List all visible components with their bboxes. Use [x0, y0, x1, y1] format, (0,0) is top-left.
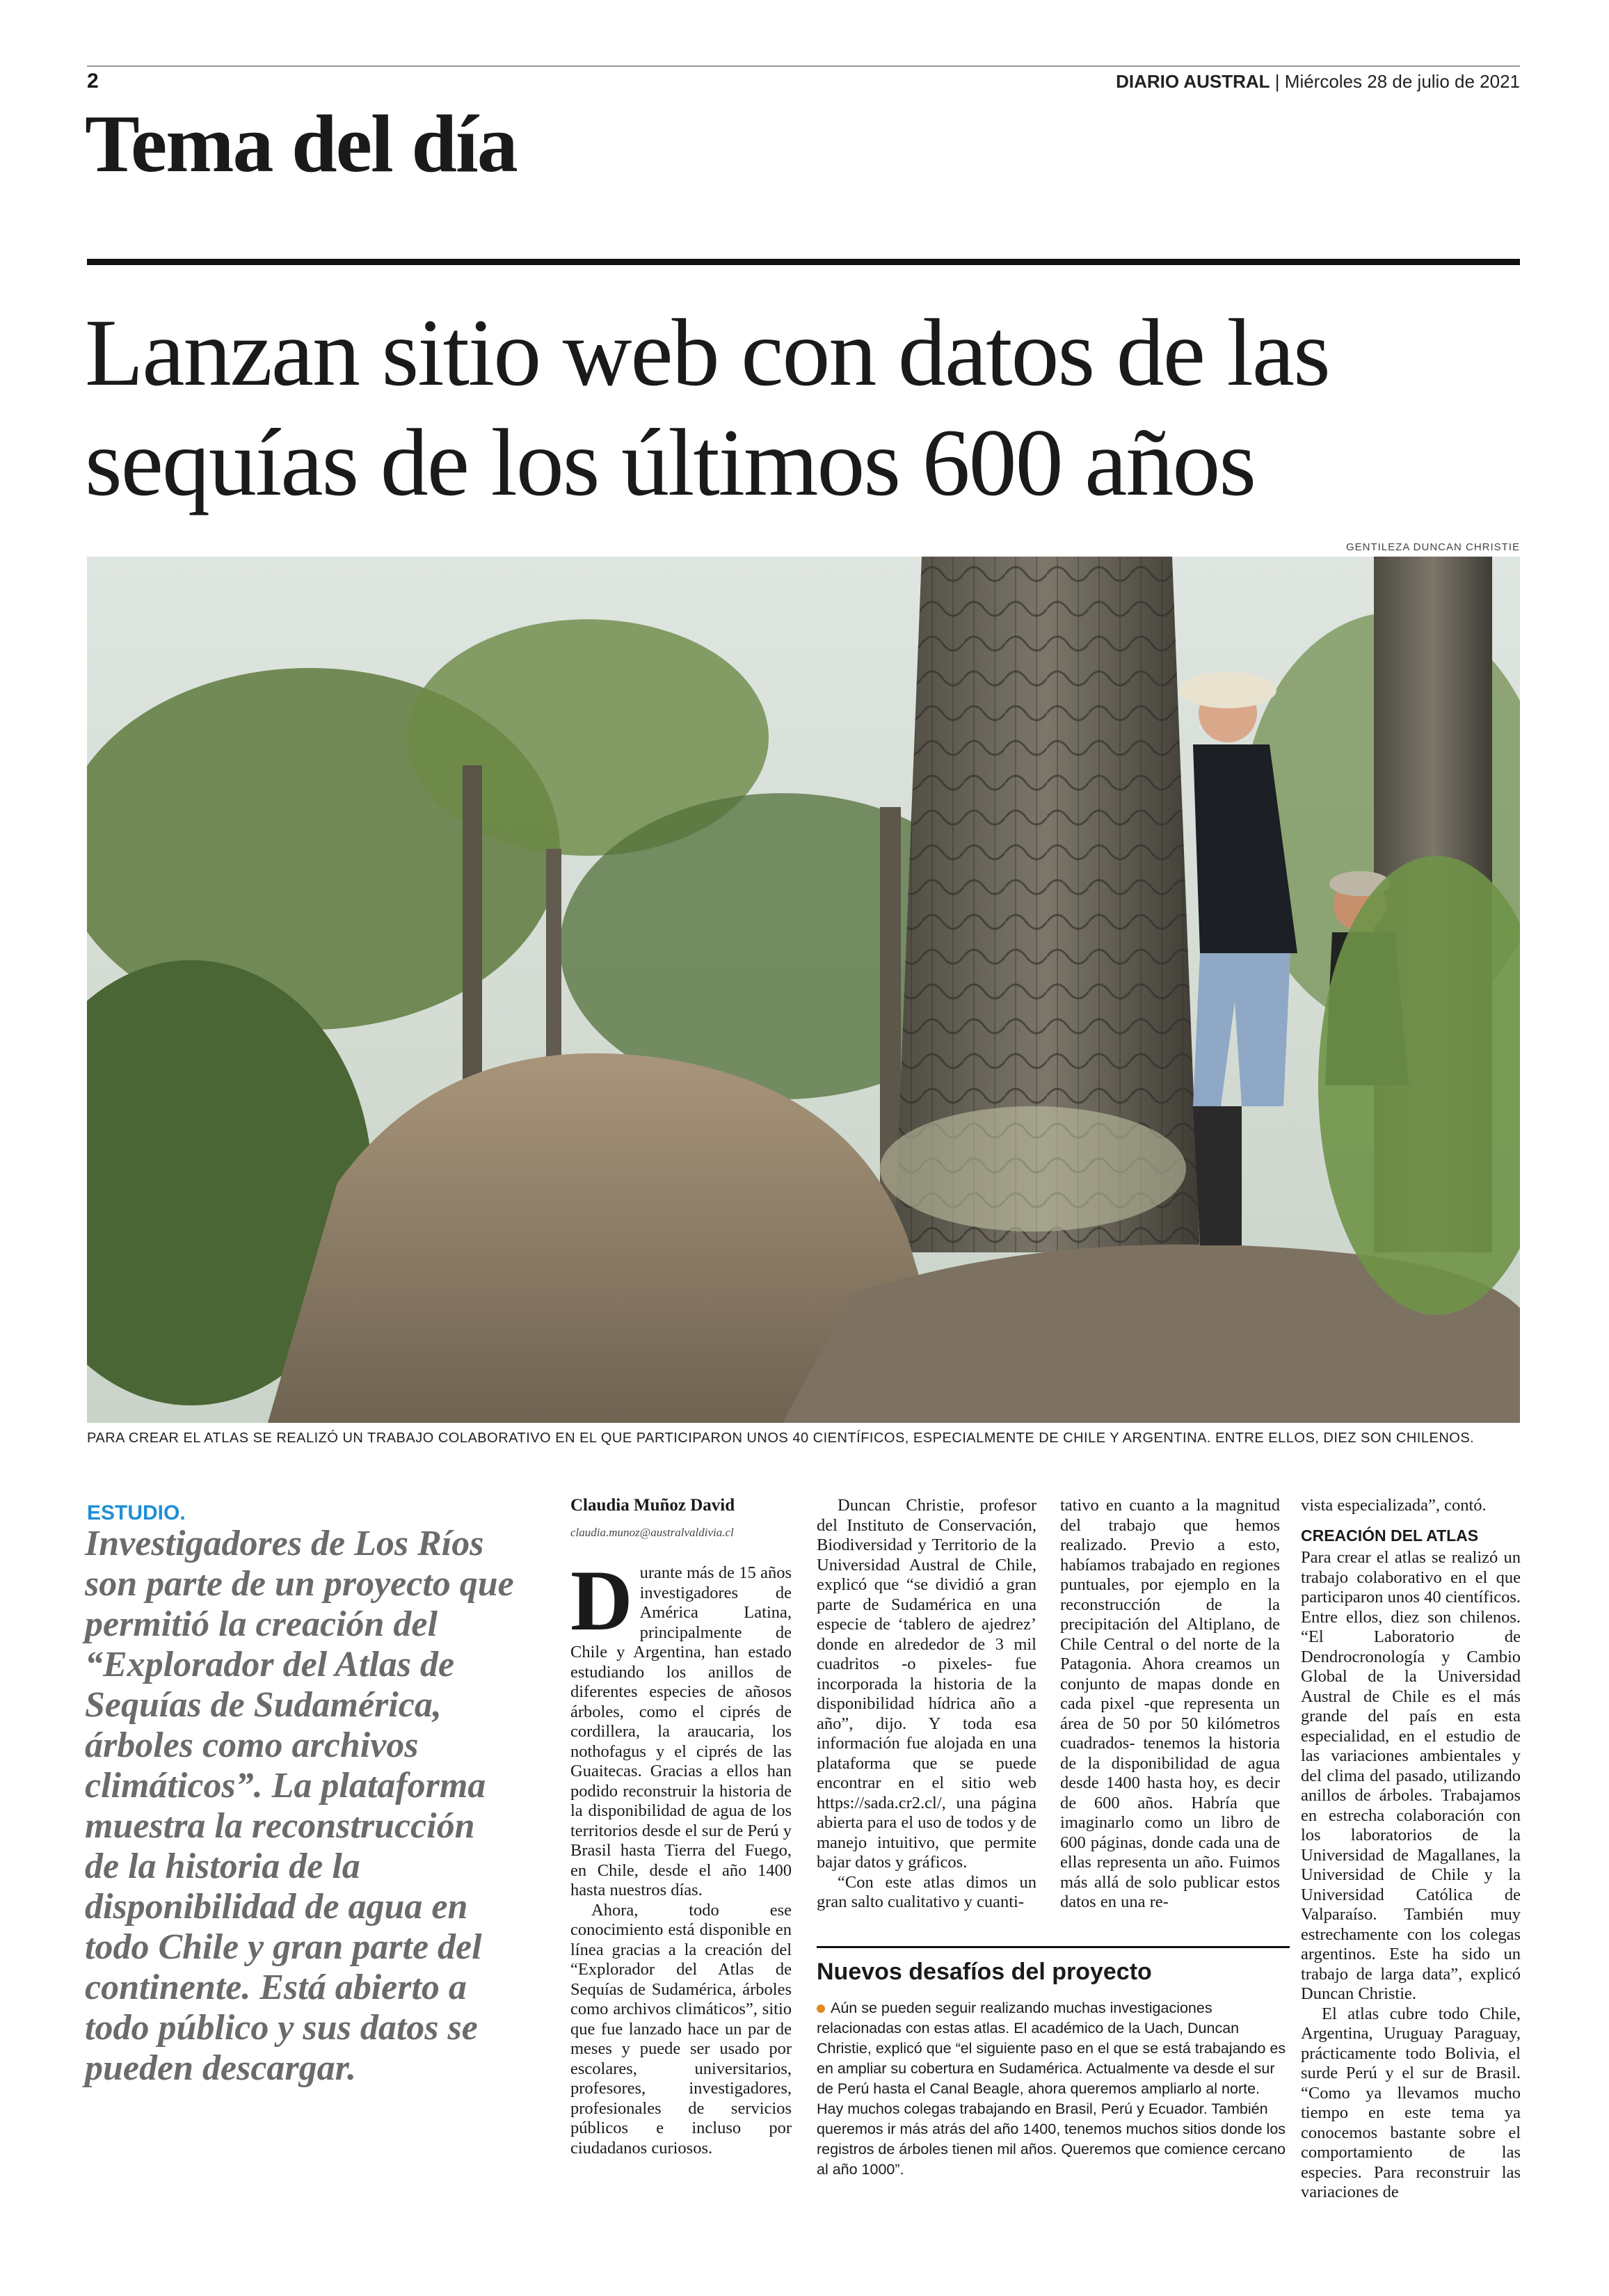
body-paragraph: urante más de 15 años investigadores de América Latina, principalmente de Chile y Argentina, han estado estudiando los anillos de diferentes especies de añosos árboles, como el ciprés de cordillera, la araucaria, los nothofagus y el ciprés de las Guaitecas. Gracias a ellos han podido reconstruir la historia de la disponibilidad de agua de los territorios desde el sur de Perú y Brasil hasta Tierra del Fuego, en Chile, desde el año 1400 hasta nuestros días. — [570, 1563, 792, 1899]
body-paragraph: Ahora, todo ese conocimiento está disponible en línea gracias a la creación del “Explorador del Atlas de Sequías de Sudamérica, árboles como archivos climáticos”, sitio que fue lanzado hace un par de meses y puede ser usado por escolares, universitarios, profesores, investigadores, profesionales de servicios públicos e incluso por ciudadanos curiosos. — [570, 1900, 792, 2158]
author-byline: Claudia Muñoz David — [570, 1496, 735, 1515]
body-paragraph: vista especializada”, contó. — [1301, 1496, 1487, 1515]
kicker-label: ESTUDIO. — [87, 1501, 186, 1524]
body-paragraph: “Con este atlas dimos un gran salto cualitativo y cuanti- — [817, 1872, 1036, 1911]
page-number: 2 — [87, 70, 99, 93]
photo-caption: PARA CREAR EL ATLAS SE REALIZÓ UN TRABAJO COLABORATIVO EN EL QUE PARTICIPARON UNOS 40 CIENTÍFICOS, ESPECIALMENTE DE CHILE Y ARGENTINA. ENTRE ELLOS, DIEZ SON CHILENOS. — [87, 1430, 1475, 1446]
subheading: CREACIÓN DEL ATLAS — [1301, 1526, 1479, 1545]
box-text: Aún se pueden seguir realizando muchas investigaciones relacionadas con estas atlas. El académico de la Uach, Duncan Christie, explicó que “el siguiente paso en el que se está trabajando es en ampliar su cobertura en Sudamérica. Actualmente va desde el sur de Perú hasta el Canal Beagle, ahora queremos ampliarlo al norte. Hay muchos colegas trabajando en Brasil, Perú y Ecuador. También queremos ir más atrás del año 1400, tenemos muchos sitios donde los registros de árboles tienen mil años. Queremos que comience cercano al año 1000”. — [817, 2000, 1286, 2178]
box-rule — [817, 1946, 1290, 1948]
masthead-divider: | — [1274, 71, 1285, 92]
photo-credit: GENTILEZA DUNCAN CHRISTIE — [1345, 541, 1520, 553]
headline-line-1: Lanzan sitio web con datos de las — [85, 299, 1329, 406]
top-rule — [87, 65, 1520, 67]
bullet-icon — [817, 2004, 825, 2013]
paper-name: DIARIO AUSTRAL — [1116, 71, 1270, 92]
drop-cap: D — [570, 1553, 633, 1648]
section-rule — [87, 259, 1520, 265]
body-paragraph: El atlas cubre todo Chile, Argentina, Uruguay Paraguay, prácticamente todo Bolivia, el surde Perú y el sur de Brasil. “Como ya llevamos mucho tiempo en este tema ya conocemos bastante sobre el comportamiento de las especies. Para reconstruir las variaciones de — [1301, 2004, 1521, 2201]
article-column-2 — [817, 1496, 1036, 1913]
headline-line-2: sequías de los últimos 600 años — [85, 409, 1256, 516]
author-email: claudia.munoz@australvaldivia.cl — [570, 1525, 734, 1539]
body-paragraph: Para crear el atlas se realizó un trabajo colaborativo en el que participaron unos 40 científicos. Entre ellos, diez son chilenos. “El Laboratorio de Dendrocronología y Cambio Global de la Universidad Austral de Chile es el más grande del país en esta especialidad, en el estudio de las variaciones ambientales y del clima del pasado, utilizando anillos de árboles. Trabajamos en estrecha colaboración con los laboratorios de la Universidad de Magallanes, la Universidad de Chile y la Universidad Católica de Valparaíso. También muy estrechamente con los colegas argentinos. Este ha sido un trabajo de larga data”, explicó Duncan Christie. — [1301, 1548, 1521, 2003]
box-title: Nuevos desafíos del proyecto — [817, 1959, 1152, 1985]
lede-summary: Investigadores de Los Ríos son parte de un proyecto que permitió la creación del “Explorador del Atlas de Sequías de Sudamérica, árboles como archivos climáticos”. La plataforma muestra la reconstrucción de la historia de la disponibilidad de agua en todo Chile y gran parte del continente. Está abierto a todo público y sus datos se pueden descargar. — [85, 1524, 514, 2088]
article-column-3 — [1060, 1496, 1280, 1913]
issue-date: Miércoles 28 de julio de 2021 — [1284, 71, 1520, 92]
masthead — [1116, 71, 1520, 93]
section-title: Tema del día — [85, 98, 517, 189]
article-column-4 — [1301, 1496, 1521, 2203]
box-body — [817, 1998, 1290, 2180]
article-column-1 — [570, 1496, 792, 2158]
body-paragraph: Duncan Christie, profesor del Instituto de Conservación, Biodiversidad y Territorio de la Universidad Austral de Chile, explicó que “se dividió a gran parte de Sudamérica en una especie de ‘tablero de ajedrez’ donde en alrededor de 3 mil cuadritos -o pixeles- fue incorporada la historia de la disponibilidad hídrica año a año”, dijo. Y toda esa información fue alojada en una plataforma que se puede encontrar en el sitio web https://sada.cr2.cl/, una página abierta para el uso de todos y de manejo intuitivo, que permite bajar datos y gráficos. — [817, 1496, 1036, 1872]
headline — [85, 298, 1532, 518]
body-paragraph: tativo en cuanto a la magnitud del trabajo que hemos realizado. Previo a esto, habíamos trabajado en regiones puntuales, por ejemplo en la reconstrucción de la precipitación del Altiplano, de Chile Central o del norte de la Patagonia. Ahora creamos un conjunto de mapas donde en cada pixel -que representa un área de 50 por 50 kilómetros cuadrados- tenemos la historia de la disponibilidad de agua desde 1400 hasta hoy, es decir de 600 años. Habría que imaginarlo como un libro de 600 páginas, donde cada una de ellas representa un año. Fuimos más allá de solo publicar estos datos en una re- — [1060, 1496, 1280, 1911]
forest-scene-image — [87, 557, 1520, 1423]
article-photo — [87, 557, 1520, 1423]
